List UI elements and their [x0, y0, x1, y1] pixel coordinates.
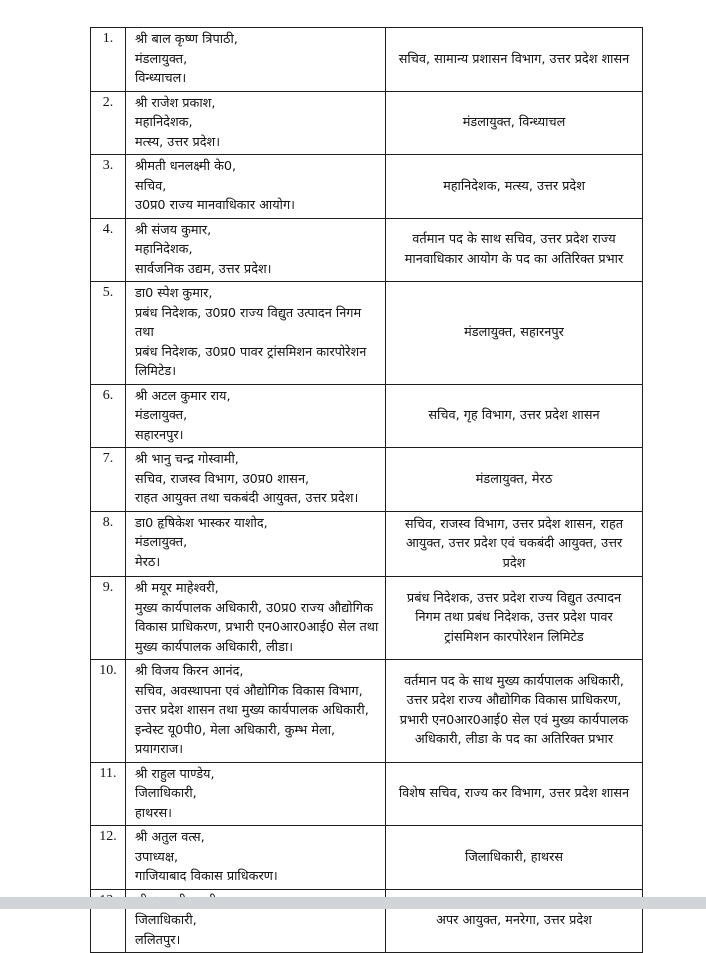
officer-details-cell [126, 512, 386, 577]
officer-detail-line: प्रबंध निदेशक, उ0प्र0 राज्य विद्युत उत्पादन निगम तथा [135, 304, 380, 343]
officer-detail-line: श्री अतुल वत्स, [135, 828, 380, 848]
new-posting-cell: विशेष सचिव, राज्य कर विभाग, उत्तर प्रदेश शासन [386, 763, 642, 826]
officer-detail-line: मंडलायुक्त, [135, 533, 380, 553]
officer-detail-line: महानिदेशक, [135, 240, 380, 260]
officer-detail-line: सचिव, अवस्थापना एवं औद्योगिक विकास विभाग, [135, 682, 380, 702]
officer-detail-line: श्री अटल कुमार राय, [135, 387, 380, 407]
officer-details-cell [126, 219, 386, 282]
table-row [91, 660, 642, 763]
row-serial: 2. [91, 92, 126, 155]
officer-details-cell [126, 448, 386, 511]
table-row [91, 282, 642, 385]
officer-detail-line: हाथरस। [135, 804, 380, 824]
officer-detail-line: ललितपुर। [135, 931, 380, 951]
transfer-table [90, 27, 643, 953]
officer-detail-line: लिमिटेड। [135, 362, 380, 382]
officer-details-cell [126, 155, 386, 218]
new-posting-cell: अपर आयुक्त, मनरेगा, उत्तर प्रदेश [386, 890, 642, 953]
table-row [91, 763, 642, 827]
officer-detail-line: श्रीमती धनलक्ष्मी के0, [135, 157, 380, 177]
officer-detail-line: इन्वेस्ट यू0पी0, मेला अधिकारी, कुम्भ मेला, प्रयागराज। [135, 721, 380, 760]
table-row [91, 577, 642, 660]
officer-detail-line: श्री भानु चन्द्र गोस्वामी, [135, 450, 380, 470]
row-serial: 8. [91, 512, 126, 577]
officer-detail-line: श्री बाल कृष्ण त्रिपाठी, [135, 30, 380, 50]
row-serial: 12. [91, 826, 126, 889]
officer-details-cell [126, 92, 386, 155]
officer-detail-line: जिलाधिकारी, [135, 911, 380, 931]
bottom-bar [0, 897, 706, 909]
officer-detail-line: श्री मयूर माहेश्वरी, [135, 579, 380, 599]
table-row [91, 28, 642, 92]
row-serial: 6. [91, 385, 126, 448]
officer-detail-line: राहत आयुक्त तथा चकबंदी आयुक्त, उत्तर प्रदेश। [135, 489, 380, 509]
new-posting-cell: प्रबंध निदेशक, उत्तर प्रदेश राज्य विद्युत उत्पादन निगम तथा प्रबंध निदेशक, उत्तर प्रदेश पावर ट्रांसमिशन कारपोरेशन लिमिटेड [386, 577, 642, 659]
row-serial: 3. [91, 155, 126, 218]
officer-detail-line: सचिव, [135, 177, 380, 197]
officer-detail-line: प्रबंध निदेशक, उ0प्र0 पावर ट्रांसमिशन कारपोरेशन [135, 343, 380, 363]
officer-detail-line: श्री विजय किरन आनंद, [135, 662, 380, 682]
new-posting-cell: महानिदेशक, मत्स्य, उत्तर प्रदेश [386, 155, 642, 218]
officer-detail-line: मुख्य कार्यपालक अधिकारी, उ0प्र0 राज्य औद्योगिक [135, 599, 380, 619]
table-row [91, 448, 642, 512]
officer-detail-line: डा0 स्पेश कुमार, [135, 284, 380, 304]
officer-detail-line: डा0 हृषिकेश भास्कर याशोद, [135, 514, 380, 534]
officer-detail-line: श्री राहुल पाण्डेय, [135, 765, 380, 785]
officer-detail-line: विकास प्राधिकरण, प्रभारी एन0आर0आई0 सेल तथा [135, 618, 380, 638]
officer-details-cell [126, 763, 386, 826]
new-posting-cell: सचिव, गृह विभाग, उत्तर प्रदेश शासन [386, 385, 642, 448]
row-serial: 4. [91, 219, 126, 282]
officer-detail-line: मुख्य कार्यपालक अधिकारी, लीडा। [135, 638, 380, 658]
new-posting-cell: सचिव, सामान्य प्रशासन विभाग, उत्तर प्रदेश शासन [386, 28, 642, 91]
officer-detail-line: मेरठ। [135, 553, 380, 573]
row-serial: 5. [91, 282, 126, 384]
officer-detail-line: उपाध्यक्ष, [135, 848, 380, 868]
officer-details-cell [126, 28, 386, 91]
officer-detail-line: उत्तर प्रदेश शासन तथा मुख्य कार्यपालक अधिकारी, [135, 701, 380, 721]
row-serial: 10. [91, 660, 126, 762]
new-posting-cell: जिलाधिकारी, हाथरस [386, 826, 642, 889]
officer-details-cell [126, 385, 386, 448]
officer-detail-line: उ0प्र0 राज्य मानवाधिकार आयोग। [135, 196, 380, 216]
new-posting-cell: मंडलायुक्त, विन्ध्याचल [386, 92, 642, 155]
new-posting-cell: वर्तमान पद के साथ मुख्य कार्यपालक अधिकारी, उत्तर प्रदेश राज्य औद्योगिक विकास प्राधिकरण, प्रभारी एन0आर0आई0 सेल एवं मुख्य कार्यपालक अधिकारी, लीडा के पद का अतिरिक्त प्रभार [386, 660, 642, 762]
officer-detail-line: सार्वजनिक उद्यम, उत्तर प्रदेश। [135, 260, 380, 280]
new-posting-cell: सचिव, राजस्व विभाग, उत्तर प्रदेश शासन, राहत आयुक्त, उत्तर प्रदेश एवं चकबंदी आयुक्त, उत्तर प्रदेश [386, 512, 642, 577]
officer-detail-line: महानिदेशक, [135, 113, 380, 133]
officer-detail-line: श्री संजय कुमार, [135, 221, 380, 241]
table-row [91, 512, 642, 578]
officer-detail-line: मंडलायुक्त, [135, 50, 380, 70]
officer-details-cell [126, 826, 386, 889]
table-row [91, 219, 642, 283]
table-row [91, 155, 642, 219]
officer-details-cell [126, 577, 386, 659]
officer-detail-line: श्री राजेश प्रकाश, [135, 94, 380, 114]
officer-detail-line: मत्स्य, उत्तर प्रदेश। [135, 133, 380, 153]
new-posting-cell: मंडलायुक्त, सहारनपुर [386, 282, 642, 384]
row-serial: 7. [91, 448, 126, 511]
officer-detail-line: गाजियाबाद विकास प्राधिकरण। [135, 867, 380, 887]
row-serial: 1. [91, 28, 126, 91]
table-row [91, 826, 642, 890]
new-posting-cell: वर्तमान पद के साथ सचिव, उत्तर प्रदेश राज्य मानवाधिकार आयोग के पद का अतिरिक्त प्रभार [386, 219, 642, 282]
table-row [91, 92, 642, 156]
officer-detail-line: सहारनपुर। [135, 426, 380, 446]
row-serial: 11. [91, 763, 126, 826]
officer-detail-line: सचिव, राजस्व विभाग, उ0प्र0 शासन, [135, 470, 380, 490]
officer-detail-line: मंडलायुक्त, [135, 406, 380, 426]
officer-detail-line: विन्ध्याचल। [135, 69, 380, 89]
officer-detail-line: जिलाधिकारी, [135, 784, 380, 804]
officer-details-cell [126, 282, 386, 384]
new-posting-cell: मंडलायुक्त, मेरठ [386, 448, 642, 511]
officer-details-cell [126, 660, 386, 762]
row-serial: 9. [91, 577, 126, 659]
table-row [91, 385, 642, 449]
